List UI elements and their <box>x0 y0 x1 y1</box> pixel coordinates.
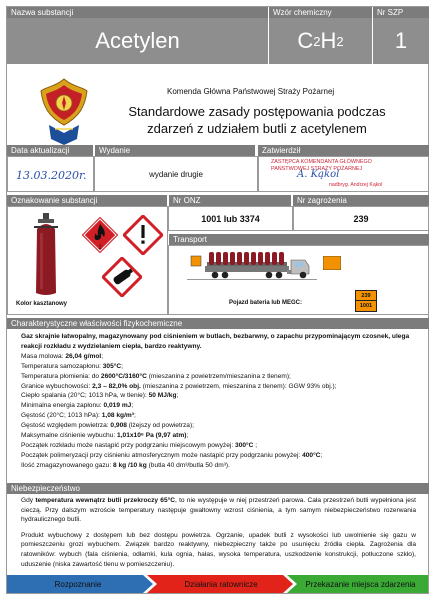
edition-cell <box>94 156 258 192</box>
transport-caption: Pojazd bateria lub MEGC: <box>229 300 303 306</box>
property-item: Początek rozkładu może nastąpić przy podgrzaniu miejscowym powyżej: 300°C ; <box>21 441 258 449</box>
property-item: Masa molowa: 26,04 g/mol; <box>21 352 104 360</box>
properties-label: Charakterystyczne właściwości fizykochemiczne <box>7 318 429 329</box>
cylinder-color-label: Kolor kasztanowy <box>16 301 68 307</box>
approved-label: Zatwierdził <box>258 145 429 156</box>
properties-section <box>7 330 428 471</box>
substance-name: Acetylen <box>7 18 268 64</box>
transport-cell <box>168 245 429 315</box>
danger-label: Niebezpieczeństwo <box>7 483 429 494</box>
property-item: Minimalna energia zapłonu: 0,019 mJ; <box>21 402 134 410</box>
property-item: Gęstość (20°C; 1013 hPa): 1,08 kg/m³; <box>21 412 136 420</box>
update-date-value: 13.03.2020r. <box>16 169 87 182</box>
step-recognition: Rozpoznanie <box>54 579 102 589</box>
step-handover: Przekazanie miejsca zdarzenia <box>305 579 416 589</box>
battery-vehicle-icon <box>187 248 317 298</box>
chemical-formula: C 2 H 2 <box>268 18 372 64</box>
marking-cell <box>7 206 168 315</box>
name-label: Nazwa substancji <box>7 7 268 18</box>
formula-label: Wzór chemiczny <box>268 7 372 18</box>
property-item: Początek polimeryzacji przy ciśnieniu atmosferycznym może nastąpić przy podgrzaniu powyżej: 400°C; <box>21 451 323 459</box>
signature: A. Kąkol <box>297 169 340 180</box>
hazard-number-cell <box>293 206 429 231</box>
property-item: Ilość zmagazynowanego gazu: 8 kg /10 kg (butla 40 dm³/butla 50 dm³). <box>21 461 230 469</box>
instruction-card <box>6 6 429 594</box>
exclamation-hazard-diamond-icon <box>123 215 163 255</box>
hazard-number-value: 239 <box>353 214 369 224</box>
property-item: Gęstość względem powietrza: 0,908 (lżejszy od powietrza); <box>21 422 194 430</box>
hazard-number-label: Nr zagrożenia <box>293 195 429 206</box>
property-item: Maksymalne ciśnienie wybuchu: 1,01x10⁶ Pa (9,97 atm); <box>21 432 189 440</box>
svg-text:2: 2 <box>98 245 102 251</box>
property-item: Temperatura płomienia: do 2600°C/3160°C (mieszanina z powietrzem/mieszanina z tlenem); <box>21 372 291 380</box>
update-date-cell <box>7 156 94 192</box>
edition-label: Wydanie <box>95 145 255 156</box>
transport-label: Transport <box>169 234 429 245</box>
signatory: nadbryg. Andrzej Kąkol <box>329 182 383 188</box>
document-title: Standardowe zasady postępowania podczas zdarzeń z udziałem butli z acetylenem <box>128 104 386 136</box>
flammable-gas-diamond-icon <box>80 215 120 255</box>
onz-label: Nr ONZ <box>169 195 291 206</box>
approval-stamp: ZASTĘPCA KOMENDANTA GŁÓWNEGO PAŃSTWOWEJ STRAŻY POŻARNEJ <box>271 159 372 172</box>
update-date-label: Data aktualizacji <box>7 145 93 156</box>
compressed-gas-diamond-icon <box>102 257 142 297</box>
properties-intro: Gaz skrajnie łatwopalny, magazynowany pod ciśnieniem w butlach, bezbarwny, o zapachu przypominającym czosnek, ulega reakcji rozkładu z wydzielaniem ciepła, bardzo reaktywny. <box>21 333 410 350</box>
property-item: Ciepło spalania (20°C; 1013 hPa, w tlenie): 50 MJ/kg; <box>21 392 179 400</box>
properties-list <box>21 352 420 471</box>
property-item: Granice wybuchowości: 2,3 – 82,0% obj. (mieszanina z powietrzem, mieszanina z tlenem): GGW 93% obj.); <box>21 382 337 390</box>
danger-paragraph-1: Gdy temperatura wewnątrz butli przekroczy 65°C, to nie występuje w niej przestrzeń parowa. Cała przestrzeń butli wypełniona jest cieczą. Przy dalszym wzroście temperatury następuje gwałtowny wzrost ciśnienia, a tym samym niebezpieczeństwo rozerwania hydraulicznego butli. <box>21 497 416 524</box>
onz-value: 1001 lub 3374 <box>201 214 260 224</box>
szp-label: Nr SZP <box>372 7 429 18</box>
fire-service-emblem-icon <box>37 77 91 147</box>
approval-stamp-cell <box>258 156 429 192</box>
edition-value: wydanie drugie <box>149 170 203 179</box>
procedure-steps <box>7 575 428 593</box>
substance-marking-label: Oznakowanie substancji <box>7 195 167 206</box>
szp-number: 1 <box>372 18 429 64</box>
danger-section <box>7 496 428 575</box>
gas-cylinder-icon <box>28 213 64 297</box>
step-rescue-actions: Działania ratownicze <box>184 579 258 589</box>
danger-paragraph-2: Produkt wybuchowy z dostępem lub bez dostępu powietrza. Ogrzanie, upadek butli z wysokości lub uwolnienie się gazu w pomieszczeniu grozi wybuchem. Związek bardzo reaktywny, niebezpieczny także po usunięciu źródła ciepła. Zagrożenia dla ratowników: wybuch (fala ciśnienia, odłamki, kula ognia, hałas, wysoka temperatura, uszkodzenie konstrukcji, potłuczone szkło), uduszenie (niska zawartość tlenu w pomieszczeniu). <box>21 531 416 568</box>
small-orange-plate-icon <box>323 256 341 270</box>
onz-cell <box>168 206 293 231</box>
organization-name: Komenda Główna Państwowej Straży Pożarnej <box>167 87 335 96</box>
property-item: Temperatura samozapłonu: 305°C; <box>21 362 123 370</box>
orange-warning-plate: 239 1001 <box>355 290 377 312</box>
